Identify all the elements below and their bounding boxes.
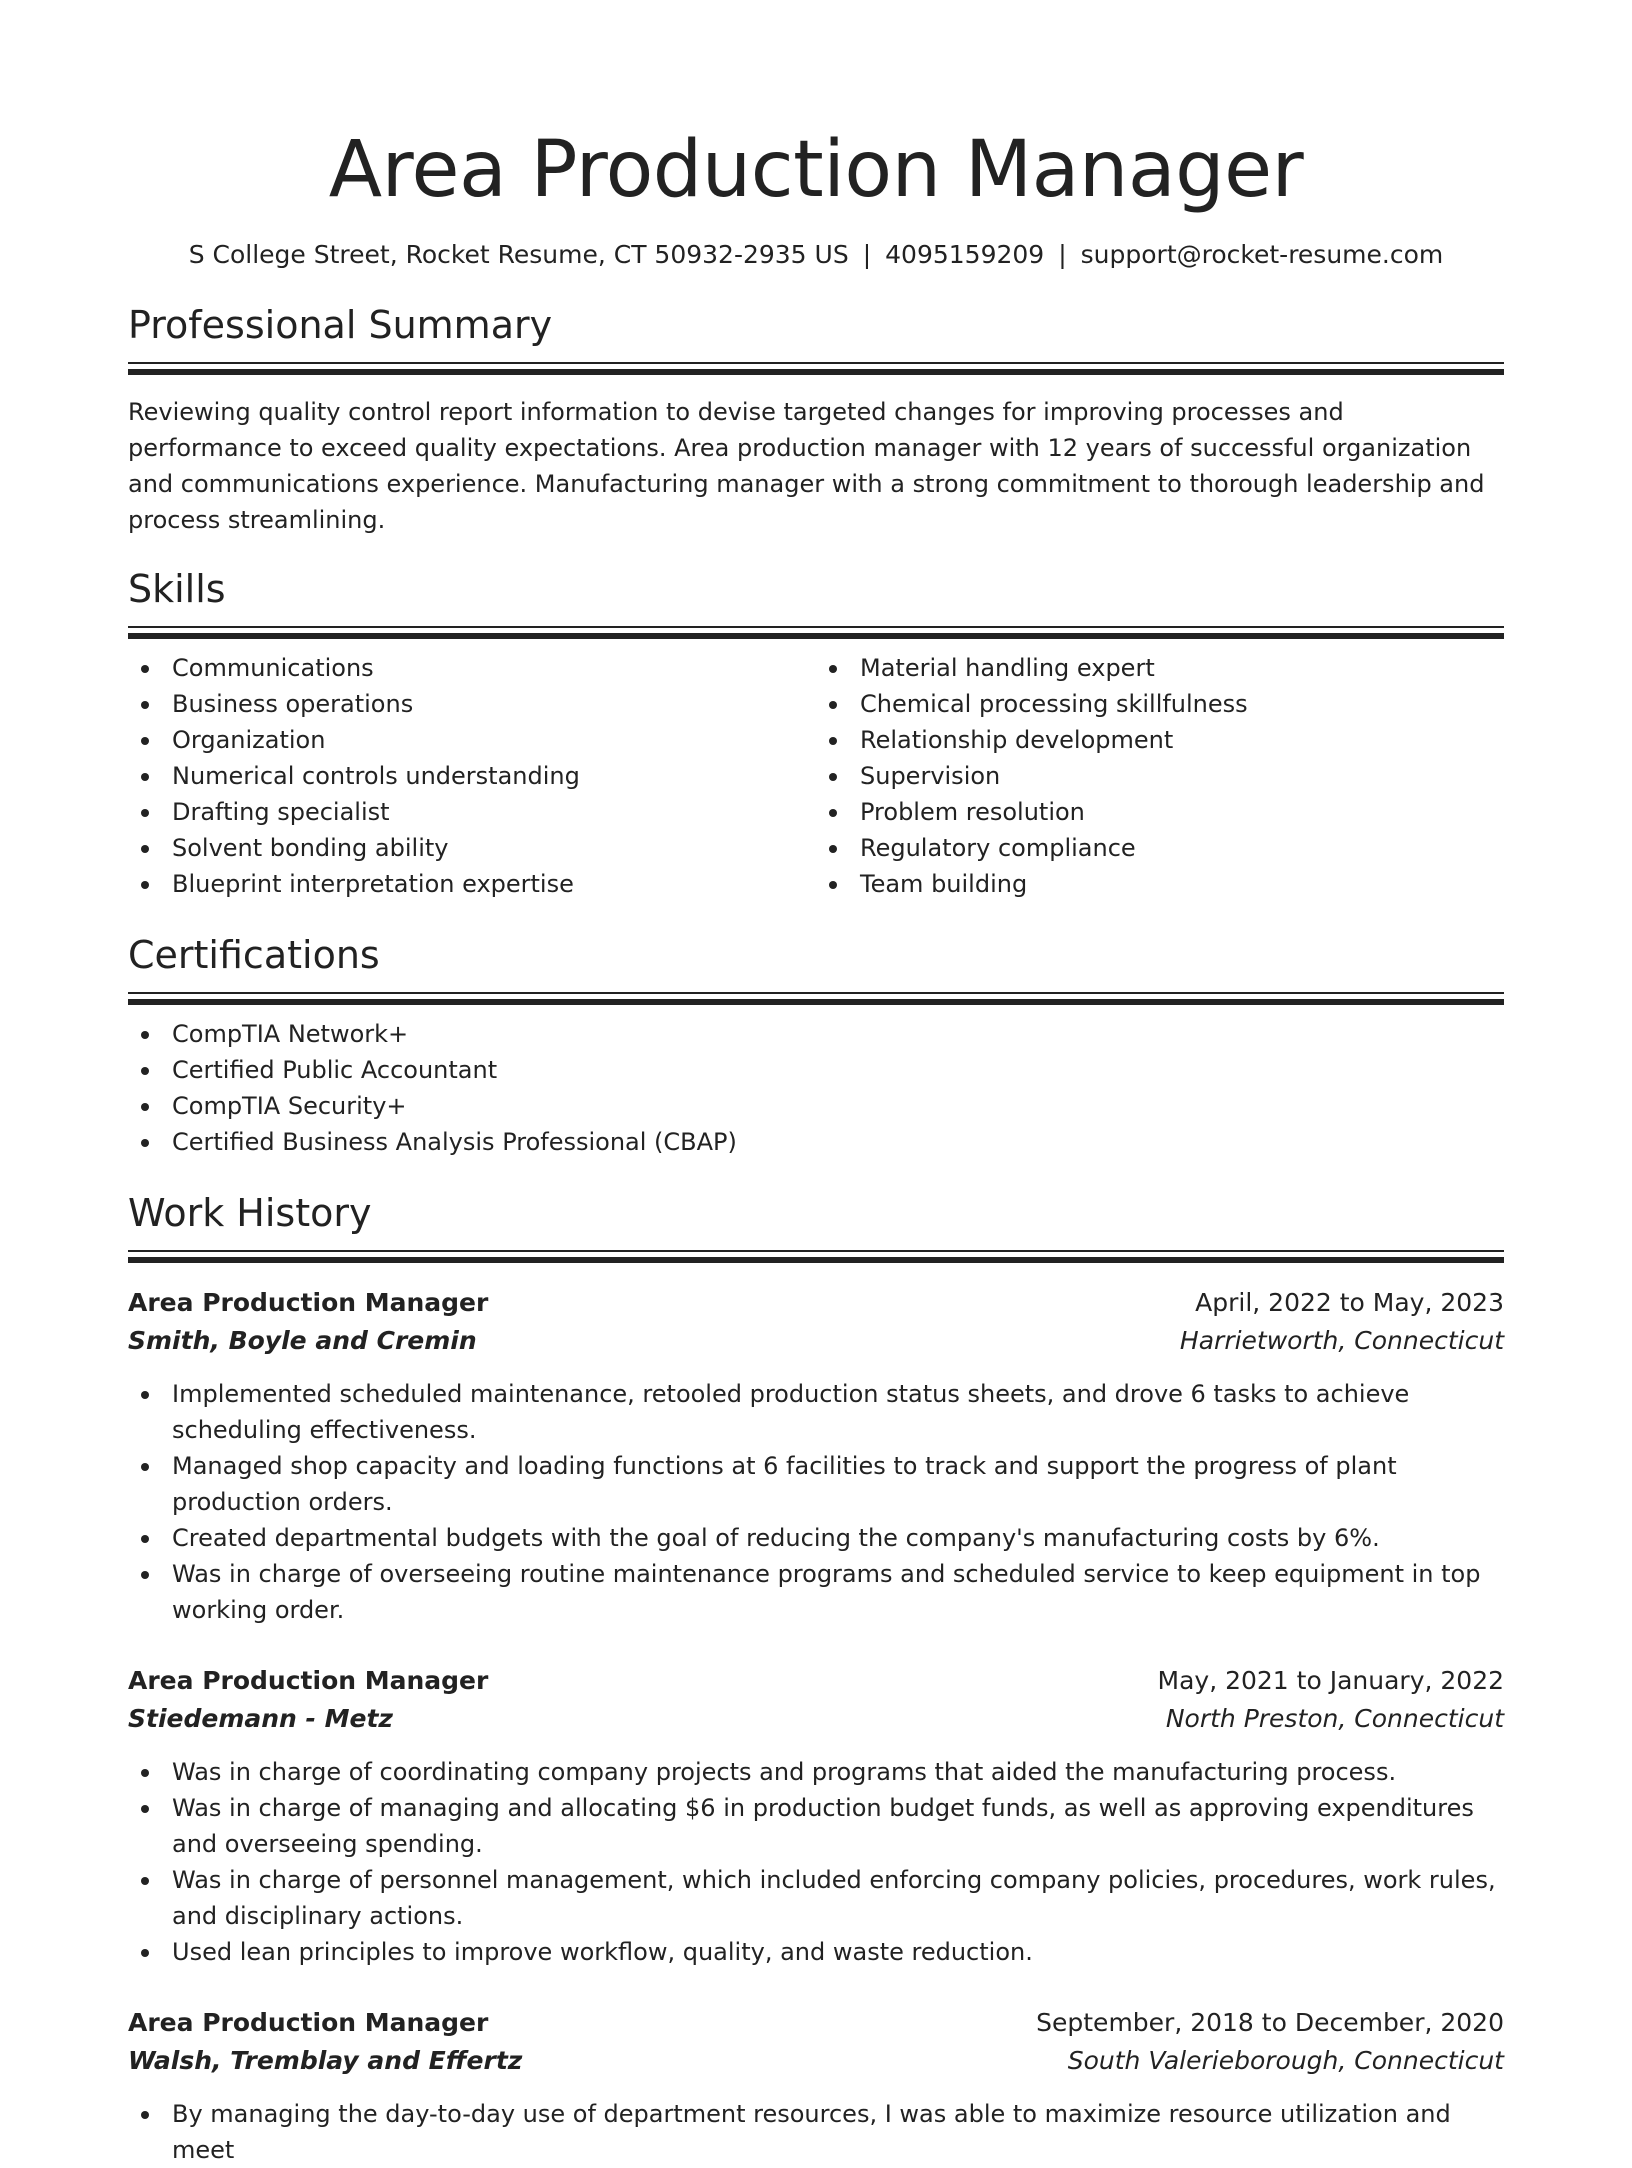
- certification-item: CompTIA Network+: [128, 1016, 1504, 1052]
- skill-item: Communications: [128, 650, 816, 686]
- section-title: Skills: [128, 567, 226, 611]
- job-bullet-list: [128, 1376, 1504, 1628]
- skills-list-left: [128, 650, 816, 902]
- job-entry: [128, 1284, 1504, 1628]
- job-bullet: Used lean principles to improve workflow, quality, and waste reduction.: [128, 1934, 1504, 1970]
- skill-item: Supervision: [816, 758, 1504, 794]
- contact-address: S College Street, Rocket Resume, CT 50932-2935 US: [188, 240, 849, 269]
- job-bullet-list: [128, 1754, 1504, 1970]
- job-company-row: [128, 2042, 1504, 2080]
- skill-item: Business operations: [128, 686, 816, 722]
- section-divider: [128, 362, 1504, 376]
- skill-item: Regulatory compliance: [816, 830, 1504, 866]
- job-bullet: By managing the day-to-day use of department resources, I was able to maximize resource utilization and meet: [128, 2096, 1504, 2168]
- certifications-list: [128, 1016, 1504, 1160]
- job-location: South Valerieborough, Connecticut: [1067, 2046, 1504, 2075]
- professional-summary-section: [128, 302, 1504, 538]
- skill-item: Drafting specialist: [128, 794, 816, 830]
- job-bullet-list: [128, 2096, 1504, 2168]
- job-title: Area Production Manager: [128, 1666, 489, 1695]
- job-header-row: [128, 1284, 1504, 1322]
- job-bullet: Was in charge of personnel management, which included enforcing company policies, procedures, work rules, and disciplinary actions.: [128, 1862, 1504, 1934]
- certifications-section: [128, 932, 1504, 1160]
- job-company-row: [128, 1322, 1504, 1360]
- job-title: Area Production Manager: [128, 1288, 489, 1317]
- certification-item: Certified Public Accountant: [128, 1052, 1504, 1088]
- job-location: North Preston, Connecticut: [1165, 1704, 1504, 1733]
- skills-columns: [128, 650, 1504, 902]
- skill-item: Numerical controls understanding: [128, 758, 816, 794]
- certification-item: Certified Business Analysis Professional (CBAP): [128, 1124, 1504, 1160]
- skill-item: Material handling expert: [816, 650, 1504, 686]
- contact-separator: |: [862, 240, 872, 269]
- skill-item: Organization: [128, 722, 816, 758]
- job-company: Walsh, Tremblay and Effertz: [128, 2046, 523, 2075]
- skills-list-right: [816, 650, 1504, 902]
- work-history-section: [128, 1190, 1504, 2168]
- job-bullet: Was in charge of managing and allocating $6 in production budget funds, as well as approving expenditures and overseeing spending.: [128, 1790, 1504, 1862]
- job-dates: September, 2018 to December, 2020: [1036, 2008, 1504, 2037]
- job-bullet: Created departmental budgets with the goal of reducing the company's manufacturing costs by 6%.: [128, 1520, 1504, 1556]
- resume-name: Area Production Manager: [328, 125, 1304, 215]
- contact-separator: |: [1058, 240, 1067, 269]
- certification-item: CompTIA Security+: [128, 1088, 1504, 1124]
- skill-item: Blueprint interpretation expertise: [128, 866, 816, 902]
- job-company: Smith, Boyle and Cremin: [128, 1326, 477, 1355]
- job-location: Harrietworth, Connecticut: [1179, 1326, 1504, 1355]
- job-title: Area Production Manager: [128, 2008, 489, 2037]
- skill-item: Problem resolution: [816, 794, 1504, 830]
- section-title: Professional Summary: [128, 303, 553, 347]
- summary-text: Reviewing quality control report information to devise targeted changes for improving processes and performance to exceed quality expectations. Area production manager with 12 years of successful organization and communications experience. Manufacturing manager with a strong commitment to thorough leadership and process streamlining.: [128, 398, 1485, 534]
- skill-item: Team building: [816, 866, 1504, 902]
- job-header-row: [128, 1662, 1504, 1700]
- skill-item: Solvent bonding ability: [128, 830, 816, 866]
- section-divider: [128, 626, 1504, 640]
- job-header-row: [128, 2004, 1504, 2042]
- job-company-row: [128, 1700, 1504, 1738]
- skill-item: Chemical processing skillfulness: [816, 686, 1504, 722]
- job-bullet: Implemented scheduled maintenance, retooled production status sheets, and drove 6 tasks to achieve scheduling effectiveness.: [128, 1376, 1504, 1448]
- job-entry: [128, 1662, 1504, 1970]
- job-bullet: Managed shop capacity and loading functions at 6 facilities to track and support the progress of plant production orders.: [128, 1448, 1504, 1520]
- job-dates: April, 2022 to May, 2023: [1195, 1288, 1504, 1317]
- contact-email: support@rocket-resume.com: [1080, 240, 1444, 269]
- job-entry: [128, 2004, 1504, 2168]
- section-title: Certifications: [128, 933, 380, 977]
- job-company: Stiedemann - Metz: [128, 1704, 393, 1733]
- section-title: Work History: [128, 1191, 372, 1235]
- job-bullet: Was in charge of overseeing routine maintenance programs and scheduled service to keep equipment in top working order.: [128, 1556, 1504, 1628]
- contact-line: [128, 238, 1504, 272]
- skill-item: Relationship development: [816, 722, 1504, 758]
- job-bullet: Was in charge of coordinating company projects and programs that aided the manufacturing process.: [128, 1754, 1504, 1790]
- contact-phone: 4095159209: [885, 240, 1045, 269]
- skills-section: [128, 566, 1504, 902]
- job-dates: May, 2021 to January, 2022: [1157, 1666, 1504, 1695]
- section-divider: [128, 1250, 1504, 1264]
- section-divider: [128, 992, 1504, 1006]
